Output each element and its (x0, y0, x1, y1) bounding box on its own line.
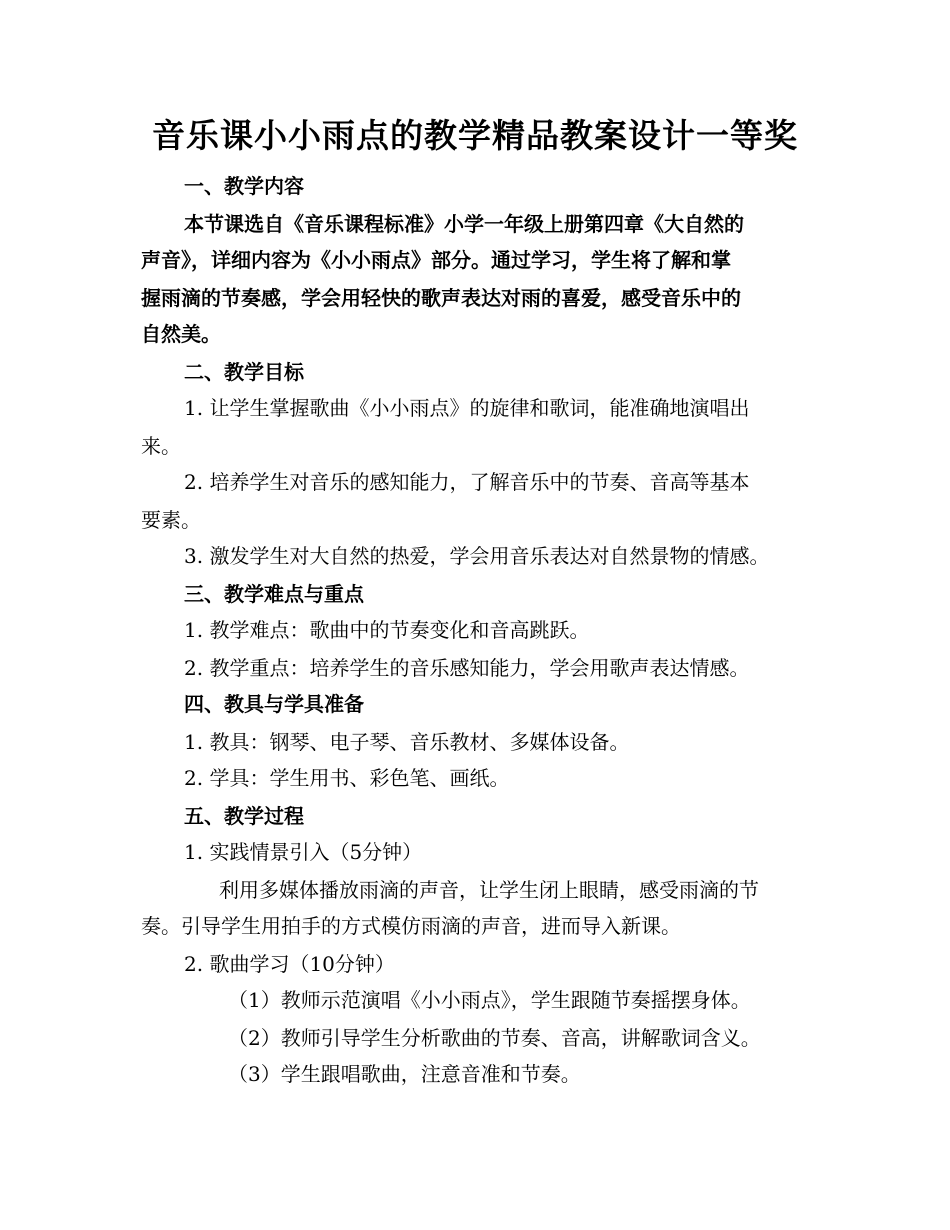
content-paragraph-line: 声音》，详细内容为《小小雨点》部分。通过学习，学生将了解和掌 (141, 248, 731, 272)
content-paragraph-line: 自然美。 (141, 322, 221, 346)
process-step-1-paragraph-line: 利用多媒体播放雨滴的声音，让学生闭上眼睛，感受雨滴的节 (219, 878, 759, 902)
section-heading-process: 五、教学过程 (184, 804, 304, 828)
section-heading-materials: 四、教具与学具准备 (184, 692, 364, 716)
section-heading-content: 一、教学内容 (184, 174, 304, 198)
materials-item-2: 2. 学具：学生用书、彩色笔、画纸。 (184, 766, 510, 790)
content-paragraph-line: 握雨滴的节奏感，学会用轻快的歌声表达对雨的喜爱，感受音乐中的 (141, 286, 741, 310)
goal-item-3: 3. 激发学生对大自然的热爱，学会用音乐表达对自然景物的情感。 (184, 544, 770, 568)
section-heading-goals: 二、教学目标 (184, 360, 304, 384)
page-title: 音乐课小小雨点的教学精品教案设计一等奖 (152, 116, 798, 155)
goal-item-2-continued: 要素。 (141, 508, 201, 532)
goal-item-1: 1. 让学生掌握歌曲《小小雨点》的旋律和歌词，能准确地演唱出 (184, 396, 750, 420)
goal-item-2: 2. 培养学生对音乐的感知能力，了解音乐中的节奏、音高等基本 (184, 470, 750, 494)
process-step-2-title: 2. 歌曲学习（10分钟） (184, 952, 395, 976)
content-paragraph-line: 本节课选自《音乐课程标准》小学一年级上册第四章《大自然的 (184, 212, 744, 236)
process-step-2-sub-3: （3）学生跟唱歌曲，注意音准和节奏。 (228, 1062, 581, 1086)
materials-item-1: 1. 教具：钢琴、电子琴、音乐教材、多媒体设备。 (184, 730, 630, 754)
goal-item-1-continued: 来。 (141, 434, 181, 458)
process-step-2-sub-2: （2）教师引导学生分析歌曲的节奏、音高，讲解歌词含义。 (228, 1026, 761, 1050)
process-step-1-title: 1. 实践情景引入（5分钟） (184, 840, 423, 864)
difficulty-item-2: 2. 教学重点：培养学生的音乐感知能力，学会用歌声表达情感。 (184, 656, 750, 680)
process-step-1-paragraph-line: 奏。引导学生用拍手的方式模仿雨滴的声音，进而导入新课。 (141, 914, 681, 938)
difficulty-item-1: 1. 教学难点：歌曲中的节奏变化和音高跳跃。 (184, 618, 590, 642)
process-step-2-sub-1: （1）教师示范演唱《小小雨点》，学生跟随节奏摇摆身体。 (228, 988, 751, 1012)
section-heading-difficulties: 三、教学难点与重点 (184, 582, 364, 606)
